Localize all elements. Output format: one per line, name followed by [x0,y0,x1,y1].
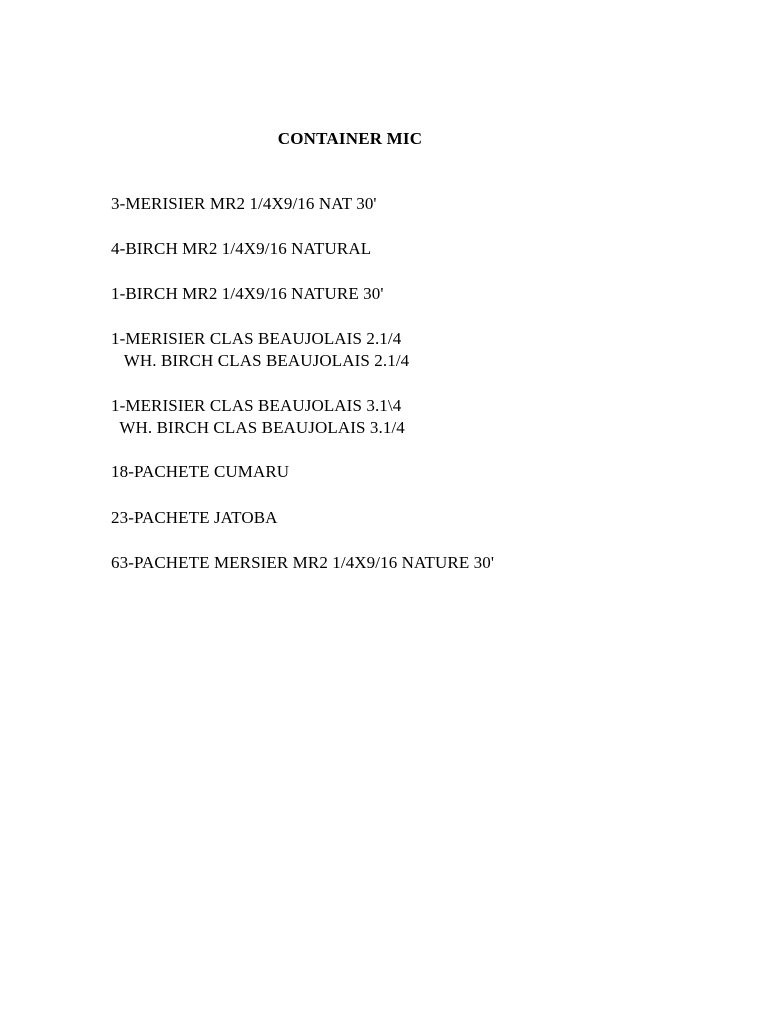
item-line-3: 1-BIRCH MR2 1/4X9/16 NATURE 30' [111,284,384,303]
item-line-7: 23-PACHETE JATOBA [111,508,278,527]
item-line-8: 63-PACHETE MERSIER MR2 1/4X9/16 NATURE 30' [111,553,495,572]
item-line-6: 18-PACHETE CUMARU [111,462,290,481]
item-line-4-continuation: WH. BIRCH CLAS BEAUJOLAIS 2.1/4 [111,351,410,370]
item-line-4: 1-MERISIER CLAS BEAUJOLAIS 2.1/4 [111,329,402,348]
item-line-2: 4-BIRCH MR2 1/4X9/16 NATURAL [111,239,372,258]
item-line-1: 3-MERISIER MR2 1/4X9/16 NAT 30' [111,194,377,213]
item-line-5-continuation: WH. BIRCH CLAS BEAUJOLAIS 3.1/4 [111,418,405,437]
document-title: CONTAINER MIC [277,129,423,148]
item-line-5: 1-MERISIER CLAS BEAUJOLAIS 3.1\4 [111,396,402,415]
